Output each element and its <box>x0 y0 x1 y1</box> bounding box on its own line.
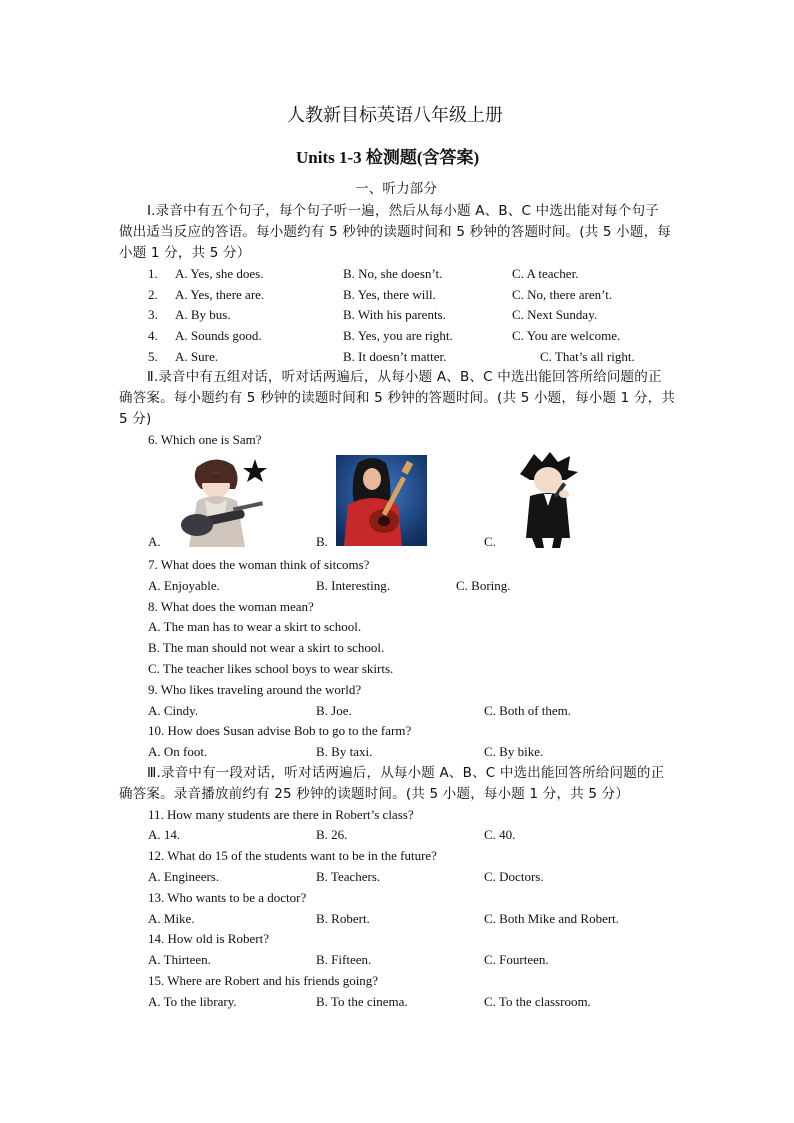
option-c: C. Boring. <box>456 578 511 593</box>
question-11: 11. How many students are there in Robert’s class? <box>148 807 414 822</box>
singer-illustration <box>512 452 584 548</box>
option-a: A. Mike. <box>148 911 195 926</box>
page-title: 人教新目标英语八年级上册 <box>287 105 503 126</box>
picture-b-label: B. <box>316 534 328 549</box>
question-13: 13. Who wants to be a doctor? <box>148 890 307 905</box>
option-b: B. Teachers. <box>316 869 381 884</box>
guitar-boy-illustration <box>175 455 269 547</box>
option-c: C. Next Sunday. <box>512 307 598 322</box>
item-number: 4. <box>148 328 158 343</box>
question-15: 15. Where are Robert and his friends going? <box>148 973 379 988</box>
option-b: B. 26. <box>316 827 348 842</box>
question-7: 7. What does the woman think of sitcoms? <box>148 557 370 572</box>
option-c: C. That’s all right. <box>540 349 635 364</box>
section-heading: 一、听力部分 <box>355 181 438 197</box>
option-b: B. Yes, there will. <box>343 287 436 302</box>
part2-instruction-line3: 5 分) <box>119 411 152 427</box>
option-a: A. Cindy. <box>148 703 199 718</box>
option-b: B. Yes, you are right. <box>343 328 453 343</box>
option-c: C. Doctors. <box>484 869 544 884</box>
item-number: 2. <box>148 287 158 302</box>
option-a: A. Engineers. <box>148 869 220 884</box>
question-6: 6. Which one is Sam? <box>148 432 262 447</box>
option-c: C. Both of them. <box>484 703 572 718</box>
item-number: 5. <box>148 349 158 364</box>
option-b: B. Fifteen. <box>316 952 372 967</box>
option-a: A. Thirteen. <box>148 952 211 967</box>
option-a: A. The man has to wear a skirt to school. <box>148 619 362 634</box>
option-b: B. It doesn’t matter. <box>343 349 447 364</box>
picture-a-label: A. <box>148 534 161 549</box>
option-b: B. The man should not wear a skirt to school. <box>148 640 385 655</box>
part1-instruction-line1: Ⅰ.录音中有五个句子，每个句子听一遍，然后从每小题 A、B、C 中选出能对每个句子 <box>147 203 659 219</box>
option-a: A. Yes, she does. <box>175 266 264 281</box>
option-c: C. The teacher likes school boys to wear skirts. <box>148 661 394 676</box>
item-number: 3. <box>148 307 158 322</box>
option-b: B. By taxi. <box>316 744 373 759</box>
guitar-girl-photo <box>336 455 427 546</box>
option-c: C. By bike. <box>484 744 544 759</box>
part2-instruction-line1: Ⅱ.录音中有五组对话，听对话两遍后，从每小题 A、B、C 中选出能回答所给问题的正 <box>147 369 662 385</box>
option-b: B. Interesting. <box>316 578 391 593</box>
option-a: A. 14. <box>148 827 181 842</box>
option-c: C. Fourteen. <box>484 952 549 967</box>
option-a: A. Yes, there are. <box>175 287 265 302</box>
option-c: C. 40. <box>484 827 516 842</box>
option-b: B. With his parents. <box>343 307 446 322</box>
part1-instruction-line2: 做出适当反应的答语。每小题约有 5 秒钟的读题时间和 5 秒钟的答题时间。(共 5 小题，每 <box>119 224 671 240</box>
option-c: C. No, there aren’t. <box>512 287 613 302</box>
option-b: B. To the cinema. <box>316 994 408 1009</box>
question-10: 10. How does Susan advise Bob to go to the farm? <box>148 723 412 738</box>
part1-instruction-line3: 小题 1 分，共 5 分） <box>119 245 251 261</box>
option-c: C. A teacher. <box>512 266 579 281</box>
part3-instruction-line2: 确答案。录音播放前约有 25 秒钟的读题时间。(共 5 小题，每小题 1 分，共 5 分） <box>119 786 630 802</box>
option-b: B. Joe. <box>316 703 352 718</box>
picture-c-label: C. <box>484 534 496 549</box>
option-a: A. By bus. <box>175 307 231 322</box>
option-a: A. Sure. <box>175 349 218 364</box>
option-a: A. Sounds good. <box>175 328 262 343</box>
question-8: 8. What does the woman mean? <box>148 599 314 614</box>
option-c: C. To the classroom. <box>484 994 591 1009</box>
option-b: B. Robert. <box>316 911 370 926</box>
option-a: A. To the library. <box>148 994 237 1009</box>
item-number: 1. <box>148 266 158 281</box>
part3-instruction-line1: Ⅲ.录音中有一段对话，听对话两遍后，从每小题 A、B、C 中选出能回答所给问题的正 <box>147 765 665 781</box>
question-9: 9. Who likes traveling around the world? <box>148 682 362 697</box>
page-subtitle: Units 1-3 检测题(含答案) <box>296 148 480 167</box>
option-c: C. Both Mike and Robert. <box>484 911 620 926</box>
part2-instruction-line2: 确答案。每小题约有 5 秒钟的读题时间和 5 秒钟的答题时间。(共 5 小题，每小题 1 分，共 <box>119 390 676 406</box>
option-b: B. No, she doesn’t. <box>343 266 443 281</box>
option-a: A. On foot. <box>148 744 208 759</box>
question-14: 14. How old is Robert? <box>148 931 269 946</box>
question-12: 12. What do 15 of the students want to be in the future? <box>148 848 437 863</box>
option-c: C. You are welcome. <box>512 328 621 343</box>
option-a: A. Enjoyable. <box>148 578 220 593</box>
